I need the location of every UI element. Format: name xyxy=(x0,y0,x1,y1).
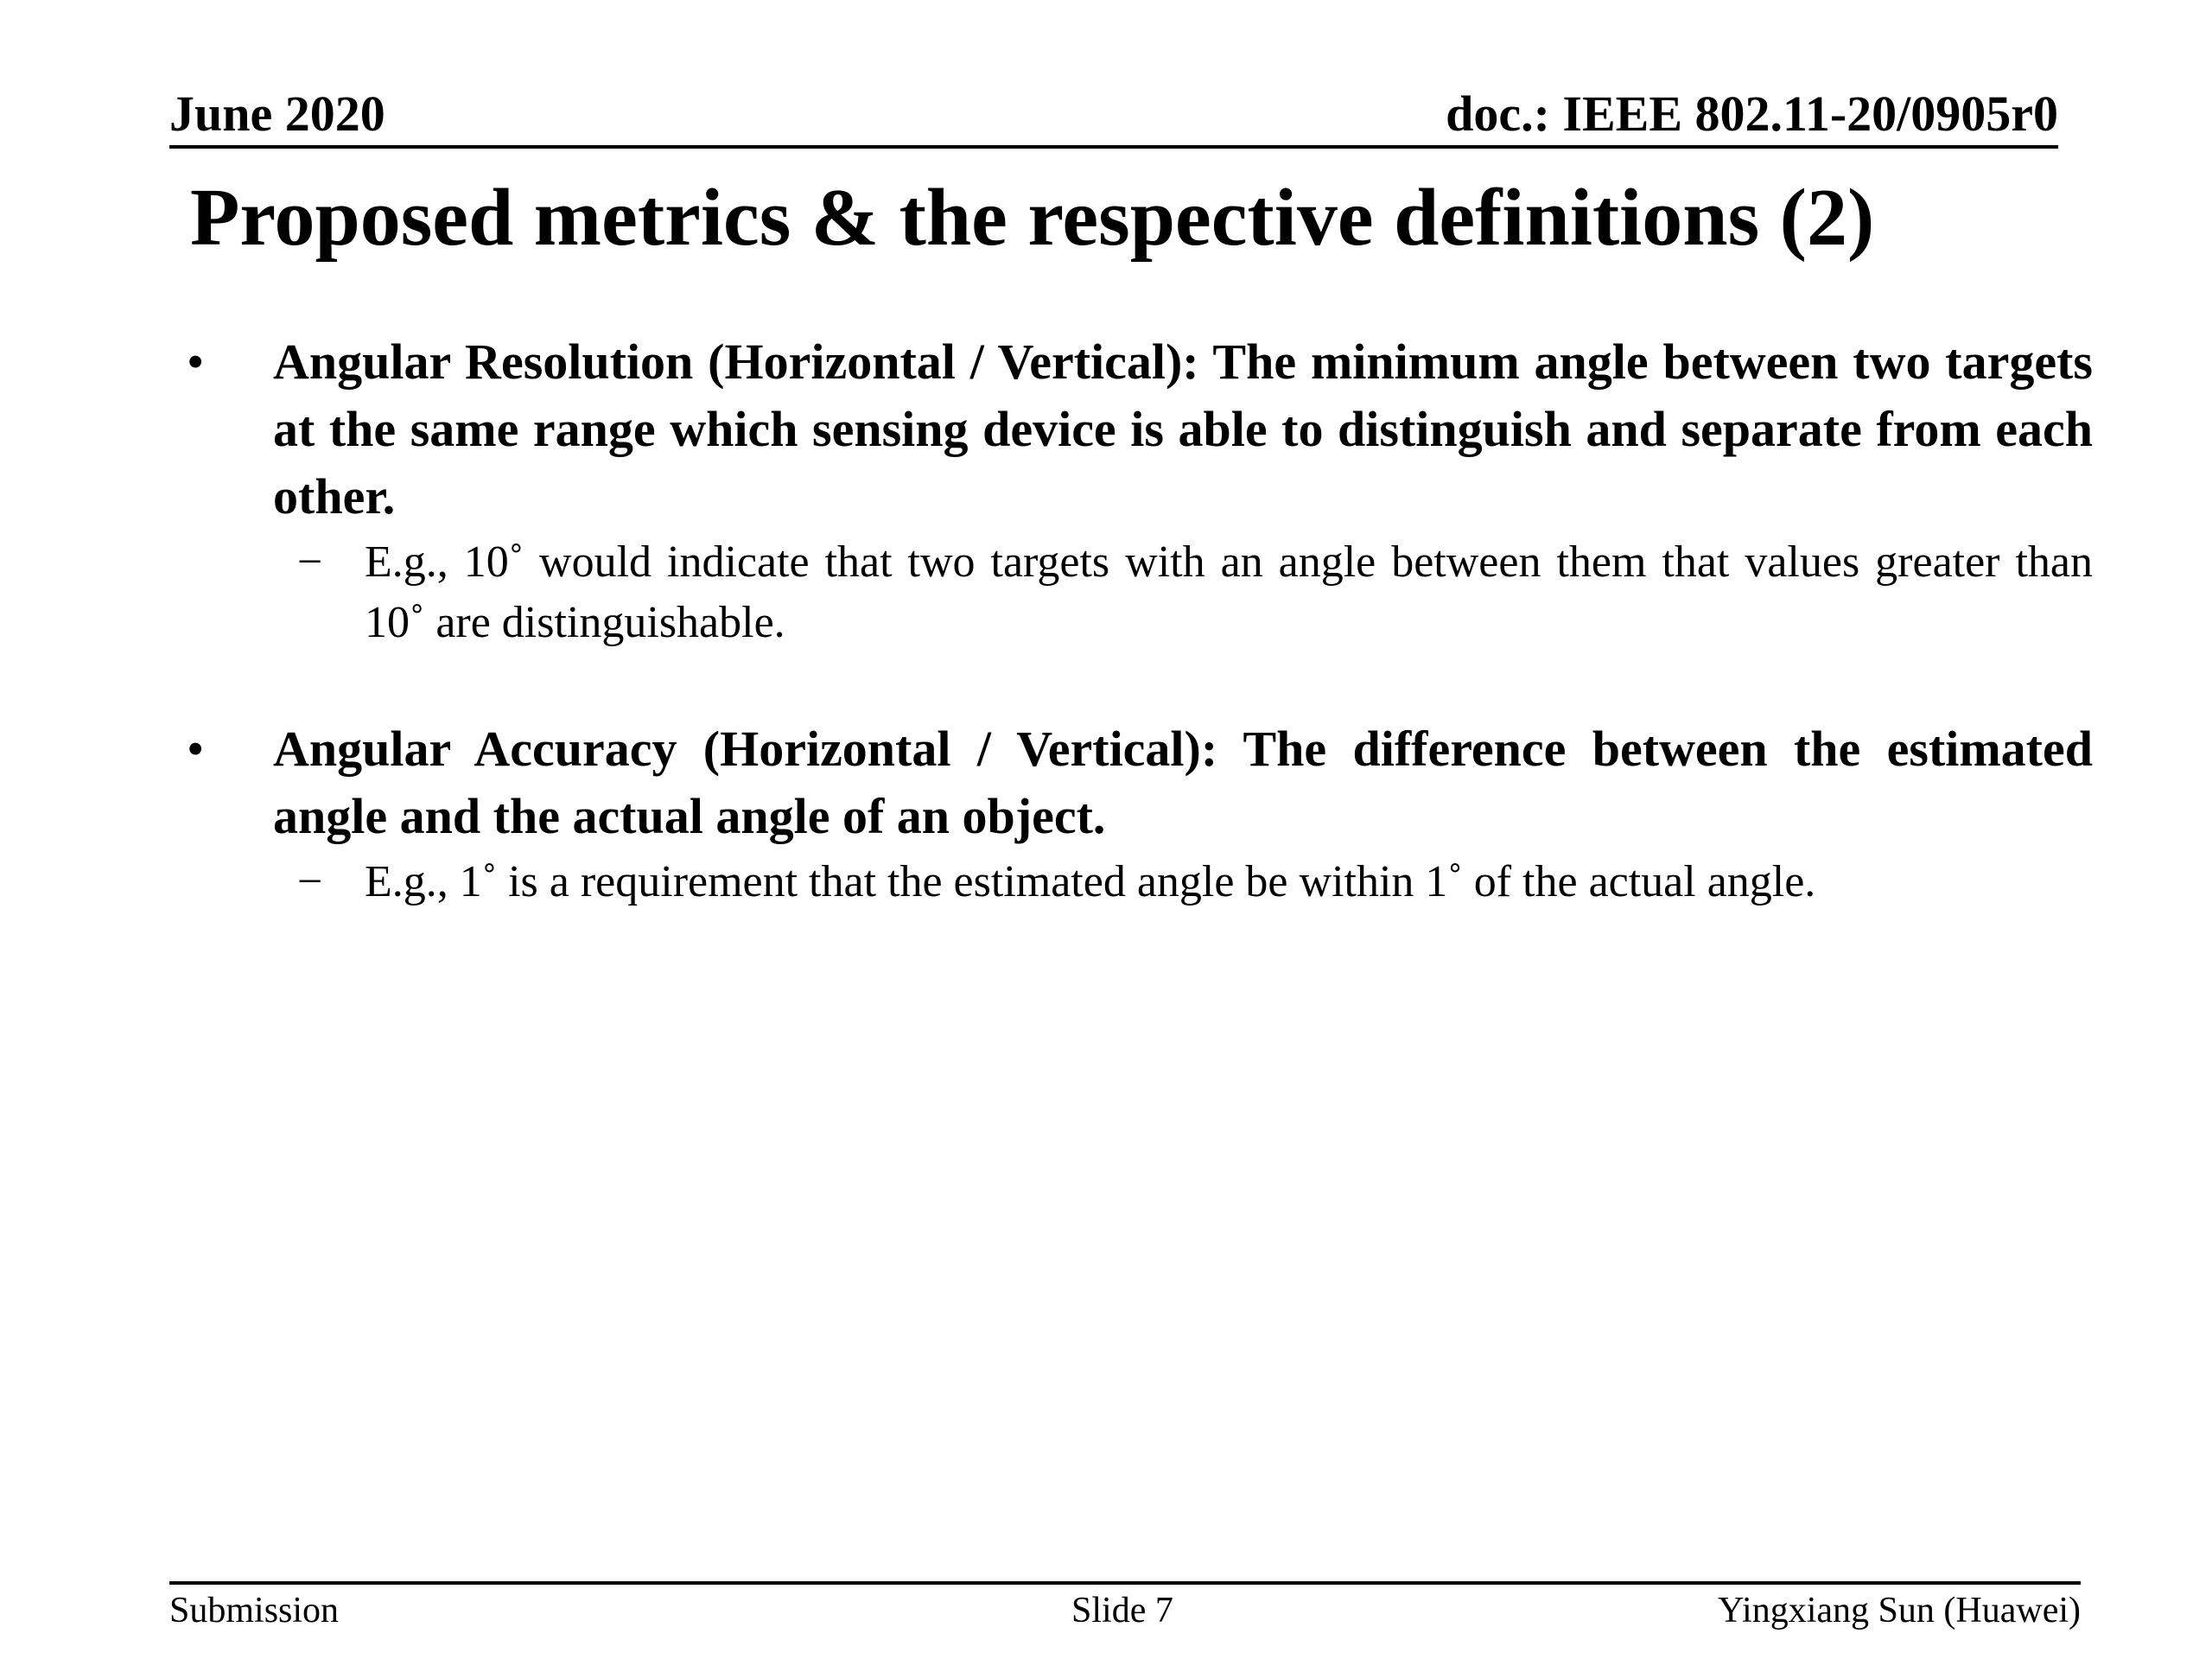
footer-submission: Submission xyxy=(169,1591,340,1630)
bullet-angular-accuracy xyxy=(181,715,2093,850)
header-date: June 2020 xyxy=(169,86,385,142)
sub-bullet-marker: − xyxy=(297,857,323,906)
slide-body xyxy=(181,328,2093,912)
footer-slide-number: Slide 7 xyxy=(1071,1591,1173,1630)
sub-bullet-angular-accuracy-example xyxy=(181,852,2093,912)
bullet-spacer xyxy=(181,653,2093,715)
bullet-angular-resolution xyxy=(181,328,2093,531)
bullet-marker: • xyxy=(187,334,205,390)
header-doc-id: doc.: IEEE 802.11-20/0905r0 xyxy=(1446,86,2058,142)
bullet-marker: • xyxy=(187,721,205,777)
slide-footer xyxy=(169,1581,2081,1633)
footer-author: Yingxiang Sun (Huawei) xyxy=(1718,1591,2081,1630)
bullet-text: Angular Resolution (Horizontal / Vertical): The minimum angle between two targets at the same range which sensing device is able to distinguish and separate from each other. xyxy=(273,334,2093,524)
sub-bullet-text: E.g., 1˚ is a requirement that the estimated angle be within 1˚ of the actual angle. xyxy=(365,857,1816,906)
sub-bullet-marker: − xyxy=(297,537,323,587)
sub-bullet-text: E.g., 10˚ would indicate that two targets with an angle between them that values greater than 10˚ are distinguishable. xyxy=(365,537,2093,647)
slide-title: Proposed metrics & the respective definitions (2) xyxy=(190,173,1875,263)
bullet-text: Angular Accuracy (Horizontal / Vertical): The difference between the estimated angle and the actual angle of an object. xyxy=(273,721,2093,844)
slide-header xyxy=(169,83,2058,149)
sub-bullet-angular-resolution-example xyxy=(181,532,2093,653)
